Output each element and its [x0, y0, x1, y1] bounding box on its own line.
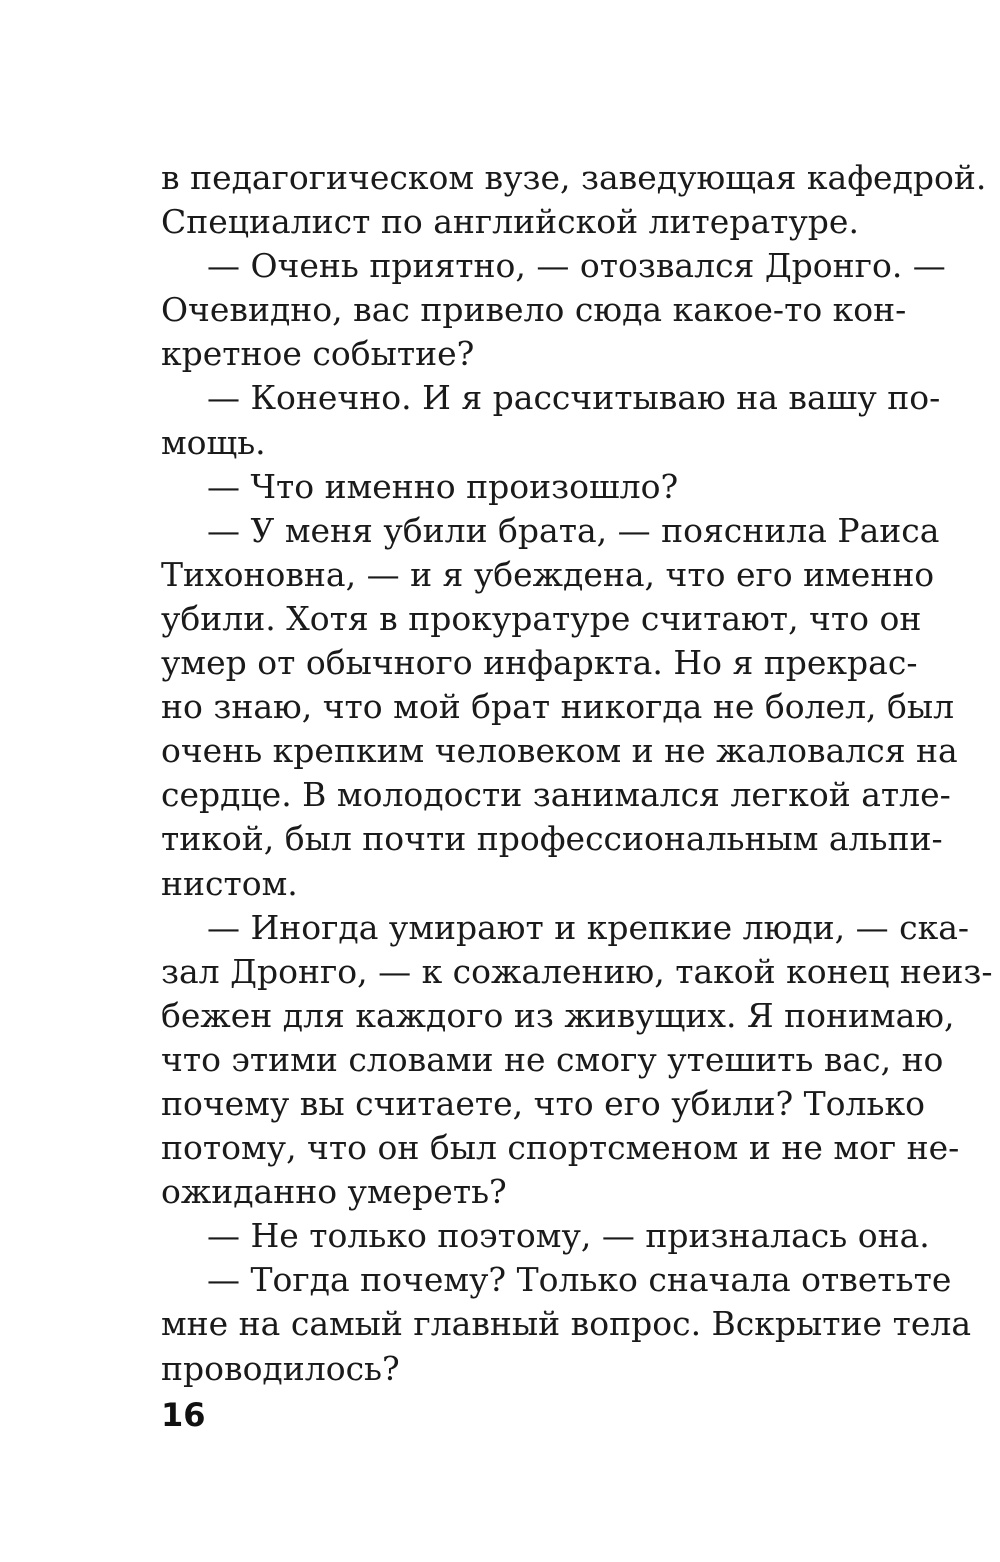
text-line: — Конечно. И я рассчитываю на вашу по-: [207, 378, 941, 418]
text-line: сердце. В молодости занимался легкой атле-: [161, 775, 951, 815]
text-line: Очевидно, вас привело сюда какое-то кон-: [161, 290, 907, 330]
text-line: — Иногда умирают и крепкие люди, — ска-: [207, 907, 970, 947]
text-line: в педагогическом вузе, заведующая кафедрой.: [161, 158, 987, 197]
text-line: потому, что он был спортсменом и не мог не-: [161, 1128, 960, 1168]
text-line: проводилось?: [161, 1348, 400, 1388]
text-line: мощь.: [161, 422, 266, 462]
text-line: — У меня убили брата, — пояснила Раиса: [207, 510, 940, 550]
text-line: мне на самый главный вопрос. Вскрытие тела: [161, 1304, 971, 1344]
text-line: — Что именно произошло?: [207, 466, 679, 506]
text-line: тикой, был почти профессиональным альпи-: [161, 819, 943, 859]
body-text: [161, 156, 993, 1391]
text-line: кретное событие?: [161, 334, 475, 374]
text-line: ожиданно умереть?: [161, 1172, 507, 1212]
page-number: 16: [161, 1396, 206, 1434]
text-line: — Очень приятно, — отозвался Дронго. —: [207, 246, 946, 286]
text-line: почему вы считаете, что его убили? Только: [161, 1083, 925, 1123]
text-line: но знаю, что мой брат никогда не болел, был: [161, 687, 955, 727]
text-line: очень крепким человеком и не жаловался на: [161, 731, 958, 771]
text-line: бежен для каждого из живущих. Я понимаю,: [161, 995, 955, 1035]
text-line: зал Дронго, — к сожалению, такой конец неиз-: [161, 951, 993, 991]
text-line: что этими словами не смогу утешить вас, но: [161, 1039, 944, 1079]
text-line: Тихоновна, — и я убеждена, что его именно: [161, 554, 935, 594]
text-line: нистом.: [161, 863, 298, 903]
text-line: умер от обычного инфаркта. Но я прекрас-: [161, 643, 918, 683]
text-line: убили. Хотя в прокуратуре считают, что он: [161, 598, 922, 638]
text-line: Специалист по английской литературе.: [161, 202, 859, 242]
text-line: — Не только поэтому, — призналась она.: [207, 1216, 930, 1256]
text-line: — Тогда почему? Только сначала ответьте: [207, 1260, 952, 1300]
